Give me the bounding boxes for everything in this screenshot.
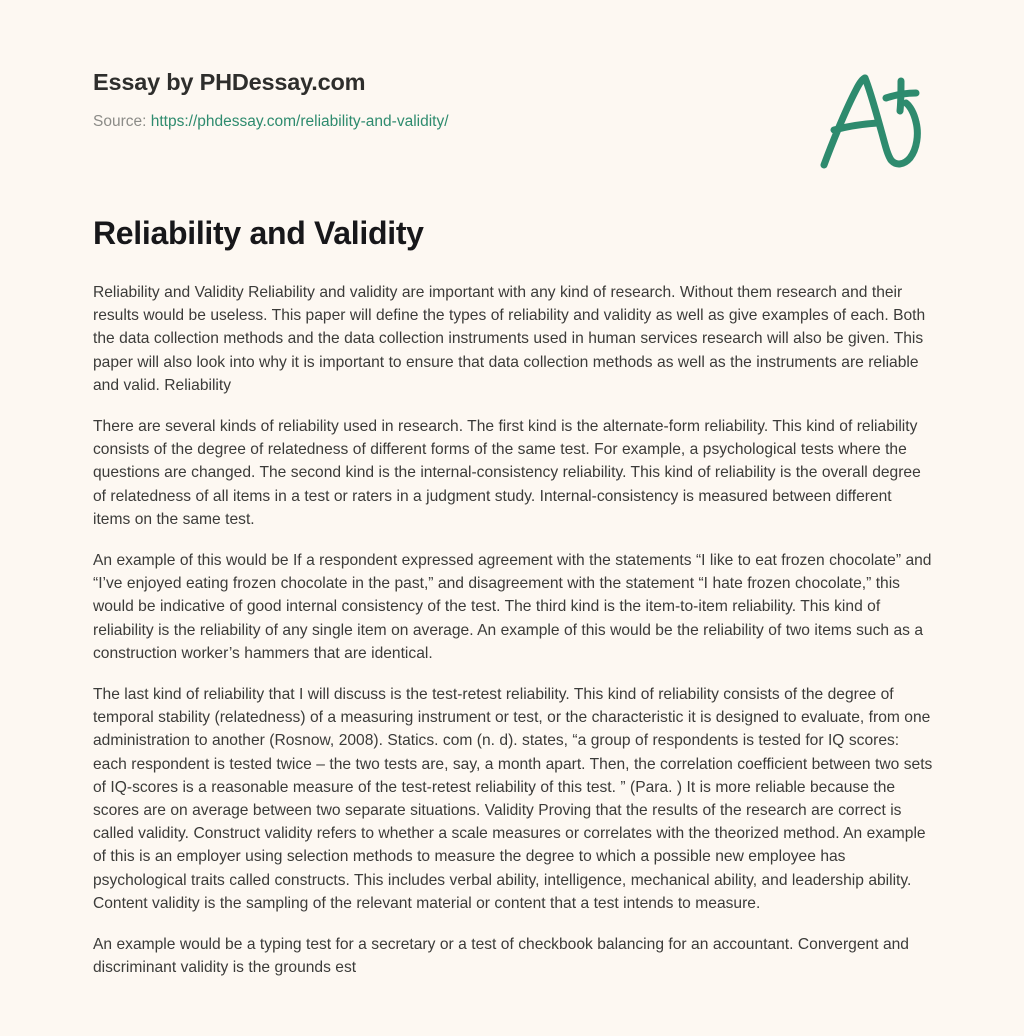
paragraph: An example would be a typing test for a secretary or a test of checkbook balancing for an accountant. Convergent and discriminant validity is the grounds est: [93, 936, 909, 977]
brand-title: Essay by PHDessay.com: [93, 69, 366, 95]
paragraph: An example of this would be If a respondent expressed agreement with the statements “I like to eat frozen chocolate” and “I’ve enjoyed eating frozen chocolate in the past,” and disagreement with the statement “I hate frozen chocolate,” this would be indicative of good internal consistency of the test. The third kind is the item-to-item reliability. This kind of reliability is the reliability of any single item on average. An example of this would be the reliability of two items such as a construction worker’s hammers that are identical.: [93, 552, 932, 662]
source-line: [93, 112, 931, 133]
a-plus-logo-icon: [812, 72, 936, 170]
page-header: [93, 68, 931, 133]
source-url-link[interactable]: https://phdessay.com/reliability-and-validity/: [150, 113, 449, 131]
essay-body: [93, 281, 933, 1036]
paragraph: There are several kinds of reliability used in research. The first kind is the alternate-form reliability. This kind of reliability consists of the degree of relatedness of different forms of the same test. For example, a psychological tests where the questions are changed. The second kind is the internal-consistency reliability. This kind of reliability is the overall degree of relatedness of all items in a test or raters in a judgment study. Internal-consistency is measured between different items on the same test.: [93, 418, 921, 528]
paragraph: The last kind of reliability that I will discuss is the test-retest reliability. This kind of reliability consists of the degree of temporal stability (relatedness) of a measuring instrument or test, or the characteristic it is designed to evaluate, from one administration to another (Rosnow, 2008). Statics. com (n. d). states, “a group of respondents is tested for IQ scores: each respondent is tested twice – the two tests are, say, a month apart. Then, the correlation coefficient between two sets of IQ-scores is a reasonable measure of the test-retest reliability of this test. ” (Para. ) It is more reliable because the scores are on average between two separate situations. Validity Proving that the results of the research are correct is called validity. Construct validity refers to whether a scale measures or correlates with the theorized method. An example of this is an employer using selection methods to measure the degree to which a possible new employee has psychological traits called constructs. This includes verbal ability, intelligence, mechanical ability, and leadership ability. Content validity is the sampling of the relevant material or content that a test intends to measure.: [93, 686, 933, 912]
paragraph: Reliability and Validity Reliability and validity are important with any kind of research. Without them research and their results would be useless. This paper will define the types of reliability and validity as well as give examples of each. Both the data collection methods and the data collection instruments used in human services research will also be given. This paper will also look into why it is important to ensure that data collection methods as well as the instruments are reliable and valid. Reliability: [93, 284, 926, 394]
page-title: Reliability and Validity: [93, 215, 424, 251]
source-label: Source:: [93, 113, 147, 131]
